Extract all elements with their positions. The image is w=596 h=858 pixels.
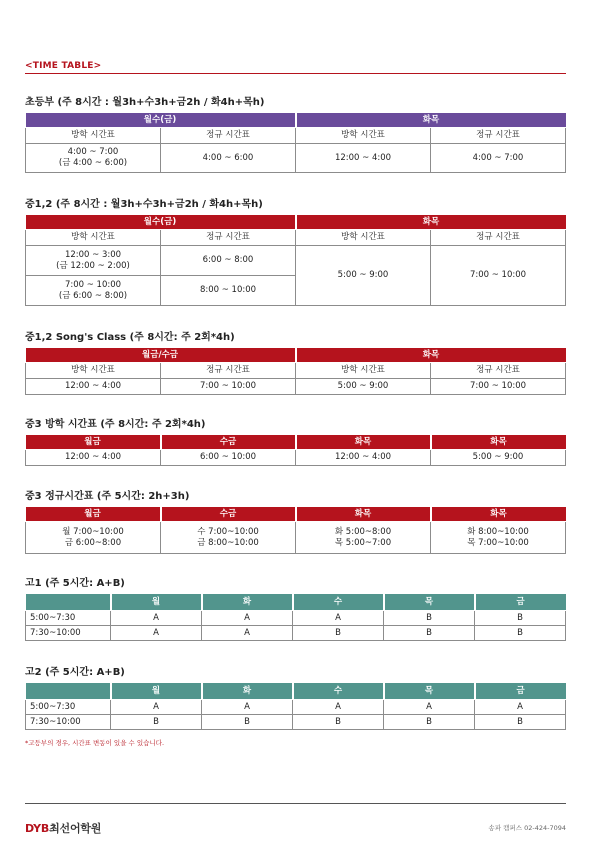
sub-header: 방학 시간표 <box>26 128 161 144</box>
table-cell: B <box>293 626 384 641</box>
cell-line: 4:00 ~ 7:00 <box>67 147 119 157</box>
table-cell: A <box>111 626 202 641</box>
day-header: 금 <box>475 683 566 700</box>
section-title-middle12: 중1,2 (주 8시간 : 월3h+수3h+금2h / 화4h+목h) <box>25 199 263 210</box>
sub-header: 방학 시간표 <box>26 363 161 379</box>
songs-section <box>25 331 566 395</box>
time-label: 5:00~7:30 <box>26 611 111 626</box>
table-cell: 5:00 ~ 9:00 <box>431 450 566 466</box>
sub-header: 정규 시간표 <box>431 128 566 144</box>
table-cell: A <box>293 611 384 626</box>
section-title-songs: 중1,2 Song's Class (주 8시간: 주 2회*4h) <box>25 332 235 343</box>
group-header: 월금/수금 <box>26 348 296 363</box>
time-label: 7:30~10:00 <box>26 626 111 641</box>
sub-header: 정규 시간표 <box>161 230 296 246</box>
table-cell <box>26 246 161 276</box>
column-header: 화목 <box>296 507 431 522</box>
cell-line: 7:00 ~ 10:00 <box>64 279 122 290</box>
table-cell: A <box>293 700 384 715</box>
logo-name: 최선어학원 <box>49 822 102 835</box>
table-cell: B <box>384 611 475 626</box>
table-row <box>26 700 566 715</box>
logo-brand: DYB <box>25 822 50 835</box>
cell-line: 목 5:00~7:00 <box>334 537 392 548</box>
table-row <box>26 626 566 641</box>
section-title-elementary: 초등부 (주 8시간 : 월3h+수3h+금2h / 화4h+목h) <box>25 97 265 108</box>
time-label: 7:30~10:00 <box>26 715 111 730</box>
table-cell: B <box>384 715 475 730</box>
day-header: 월 <box>111 683 202 700</box>
table-cell: 5:00 ~ 9:00 <box>296 379 431 395</box>
table-cell <box>431 522 566 554</box>
table-cell <box>161 522 296 554</box>
academy-logo <box>25 820 101 836</box>
day-header: 목 <box>384 594 475 611</box>
table-cell: 4:00 ~ 6:00 <box>161 144 296 173</box>
table-cell: B <box>293 715 384 730</box>
campus-contact: 송파 캠퍼스 02-424-7094 <box>488 824 566 832</box>
table-cell: A <box>111 611 202 626</box>
cell-line: (금 6:00 ~ 8:00) <box>58 290 128 301</box>
middle3-vacation-table <box>25 434 566 466</box>
table-cell: 5:00 ~ 9:00 <box>296 246 431 306</box>
column-header: 화목 <box>431 507 566 522</box>
table-cell: A <box>202 611 293 626</box>
elementary-section <box>25 96 566 173</box>
footnote: *고등부의 경우, 시간표 변동이 있을 수 있습니다. <box>25 739 165 747</box>
sub-header: 방학 시간표 <box>296 363 431 379</box>
table-cell: A <box>384 700 475 715</box>
table-cell: B <box>384 626 475 641</box>
group-header: 화목 <box>296 113 566 128</box>
day-header: 금 <box>475 594 566 611</box>
sub-header: 정규 시간표 <box>161 363 296 379</box>
time-label: 5:00~7:30 <box>26 700 111 715</box>
high2-table <box>25 682 566 730</box>
group-header: 월수(금) <box>26 215 296 230</box>
column-header: 월금 <box>26 507 161 522</box>
footer-divider <box>25 803 566 804</box>
day-header: 목 <box>384 683 475 700</box>
table-cell <box>26 276 161 306</box>
table-cell <box>26 522 161 554</box>
songs-table <box>25 347 566 395</box>
table-cell: 12:00 ~ 4:00 <box>296 450 431 466</box>
cell-line: 12:00 ~ 3:00 <box>64 249 122 260</box>
table-cell: 12:00 ~ 4:00 <box>26 450 161 466</box>
table-cell: B <box>202 715 293 730</box>
table-cell: 12:00 ~ 4:00 <box>296 144 431 173</box>
column-header: 수금 <box>161 435 296 450</box>
middle12-table <box>25 214 566 306</box>
cell-line: 목 7:00~10:00 <box>467 537 529 548</box>
sub-header: 정규 시간표 <box>431 230 566 246</box>
middle3-vacation-section <box>25 418 566 466</box>
table-cell: 7:00 ~ 10:00 <box>431 379 566 395</box>
sub-header: 방학 시간표 <box>296 230 431 246</box>
high1-table <box>25 593 566 641</box>
table-cell: 12:00 ~ 4:00 <box>26 379 161 395</box>
sub-header: 방학 시간표 <box>26 230 161 246</box>
group-header: 화목 <box>296 348 566 363</box>
cell-line: (금 12:00 ~ 2:00) <box>56 260 130 271</box>
page-title: <TIME TABLE> <box>25 61 102 71</box>
corner-header <box>26 683 111 700</box>
cell-line: 금 6:00~8:00 <box>64 537 122 548</box>
table-cell: B <box>475 611 566 626</box>
high1-section <box>25 577 566 641</box>
section-title-middle3-vacation: 중3 방학 시간표 (주 8시간: 주 2회*4h) <box>25 419 206 430</box>
table-cell: A <box>111 700 202 715</box>
sub-header: 정규 시간표 <box>161 128 296 144</box>
column-header: 월금 <box>26 435 161 450</box>
table-cell <box>26 144 161 173</box>
day-header: 월 <box>111 594 202 611</box>
table-cell: 6:00 ~ 8:00 <box>161 246 296 276</box>
elementary-table <box>25 112 566 173</box>
table-cell: A <box>202 626 293 641</box>
cell-line: (금 4:00 ~ 6:00) <box>58 158 128 168</box>
column-header: 화목 <box>431 435 566 450</box>
cell-line: 월 7:00~10:00 <box>62 526 124 537</box>
table-row <box>26 715 566 730</box>
cell-line: 수 7:00~10:00 <box>197 526 259 537</box>
day-header: 수 <box>293 683 384 700</box>
cell-line: 화 8:00~10:00 <box>467 526 529 537</box>
table-cell: 8:00 ~ 10:00 <box>161 276 296 306</box>
group-header: 월수(금) <box>26 113 296 128</box>
table-cell: B <box>111 715 202 730</box>
table-cell: 7:00 ~ 10:00 <box>431 246 566 306</box>
table-cell: A <box>202 700 293 715</box>
table-cell: B <box>475 715 566 730</box>
cell-line: 화 5:00~8:00 <box>334 526 392 537</box>
table-row <box>26 611 566 626</box>
table-cell <box>296 522 431 554</box>
column-header: 수금 <box>161 507 296 522</box>
section-title-middle3-regular: 중3 정규시간표 (주 5시간: 2h+3h) <box>25 491 190 502</box>
day-header: 수 <box>293 594 384 611</box>
table-cell: 4:00 ~ 7:00 <box>431 144 566 173</box>
group-header: 화목 <box>296 215 566 230</box>
middle3-regular-table <box>25 506 566 554</box>
high2-section <box>25 666 566 730</box>
corner-header <box>26 594 111 611</box>
day-header: 화 <box>202 683 293 700</box>
sub-header: 방학 시간표 <box>296 128 431 144</box>
cell-line: 금 8:00~10:00 <box>197 537 259 548</box>
day-header: 화 <box>202 594 293 611</box>
section-title-high1: 고1 (주 5시간: A+B) <box>25 578 125 589</box>
table-cell: B <box>475 626 566 641</box>
column-header: 화목 <box>296 435 431 450</box>
middle3-regular-section <box>25 490 566 554</box>
middle12-section <box>25 198 566 306</box>
table-cell: 7:00 ~ 10:00 <box>161 379 296 395</box>
table-cell: 6:00 ~ 10:00 <box>161 450 296 466</box>
section-title-high2: 고2 (주 5시간: A+B) <box>25 667 125 678</box>
sub-header: 정규 시간표 <box>431 363 566 379</box>
table-cell: A <box>475 700 566 715</box>
header-divider <box>25 73 566 74</box>
